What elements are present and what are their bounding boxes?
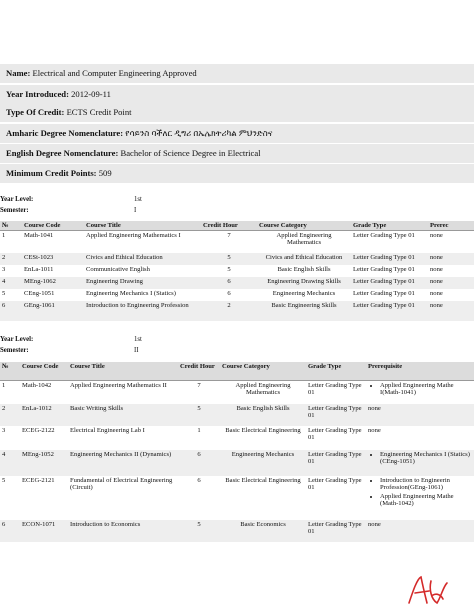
program-name-value: Electrical and Computer Engineering Approved [32,68,197,78]
year-level-label: Year Level: [0,196,34,203]
cell-credit: 7 [197,381,201,389]
cell-grade: Letter Grading Type 01 [308,451,362,465]
cell-grade: Letter Grading Type 01 [308,521,362,535]
cell-category: Applied Engineering Mathematics [235,381,291,396]
cell-credit: 5 [197,405,201,412]
cell-title: Introduction to Engineering Profession [86,301,189,309]
cell-code: EnLa-1012 [22,405,52,412]
cell-credit: 6 [227,277,231,285]
cell-category: Basic English Skills [236,405,290,412]
cell-grade: Letter Grading Type 01 [353,265,415,273]
prereq-item: • Engineering Mechanics I (Statics)(CEng-1051) [380,451,472,465]
cell-no: 6 [2,301,6,309]
cell-category: Basic Economics [240,521,286,528]
col-header-credit: Credit Hour [201,221,257,231]
cell-category: Applied Engineering Mathematics [276,232,332,246]
table-row [0,265,474,277]
cell-prereq [366,476,474,520]
cell-grade: Letter Grading Type 01 [308,405,362,419]
cell-credit: 1 [197,427,201,434]
cell-no: 3 [2,427,6,434]
cell-no: 6 [2,521,6,528]
cell-no: 3 [2,265,6,273]
cell-no: 1 [2,381,6,389]
english-degree-row [0,144,474,163]
cell-credit: 6 [197,451,201,458]
table-row [0,301,474,321]
min-credit-row [0,164,474,183]
table-row [0,520,474,542]
cell-category: Basic Electrical Engineering [225,427,301,434]
semester2-meta [0,334,474,356]
cell-code: Math-1041 [24,232,54,239]
cell-category: Basic Engineering Skills [271,301,337,309]
cell-title: Basic Writing Skills [70,405,124,412]
cell-grade: Letter Grading Type 01 [308,477,362,491]
cell-title: Engineering Mechanics I (Statics) [86,289,176,297]
cell-no: 5 [2,477,6,484]
cell-grade: Letter Grading Type 01 [353,289,415,297]
cell-code: Math-1042 [22,381,52,389]
prereq-item: • Introduction to Engineerin Profession(GEng-1061) [380,477,472,491]
cell-no: 1 [2,232,6,239]
col-header-category: Course Category [257,221,351,231]
col-header-no: № [0,221,22,231]
prereq-item: • Applied Engineering Mathe I(Math-1041) [380,382,472,396]
table-row [0,253,474,265]
cell-code: CESt-1023 [24,253,54,261]
table-row [0,450,474,476]
cell-prereq: none [430,277,443,285]
col-header-grade: Grade Type [306,362,366,380]
cell-code: GEng-1061 [24,301,55,309]
credit-type-label: Type Of Credit: [6,107,65,117]
cell-credit: 5 [197,521,201,528]
col-header-grade: Grade Type [351,221,428,231]
semester2-course-table [0,362,474,542]
program-name-row [0,64,474,83]
year-level-value: 1st [134,196,142,203]
cell-code: ECEG-2122 [22,427,55,434]
cell-title: Fundamental of Electrical Engineering (Circuit) [70,477,173,491]
cell-credit: 7 [227,232,231,239]
col-header-title: Course Title [68,362,178,380]
cell-category: Basic English Skills [277,265,331,273]
cell-credit: 6 [227,289,231,297]
cell-title: Electrical Engineering Lab I [70,427,145,434]
cell-prereq [366,380,474,404]
cell-prereq: none [368,427,381,434]
cell-prereq: none [368,521,381,528]
program-name-label: Name: [6,68,31,78]
cell-prereq: none [430,265,443,273]
table-row [0,426,474,450]
cell-category: Engineering Drawing Skills [267,277,341,285]
cell-category: Engineering Mechanics [231,451,295,458]
cell-prereq: none [430,289,443,297]
cell-code: MEng-1052 [22,451,54,458]
table-header-row [0,362,474,380]
year-introduced-value: 2012-09-11 [71,89,111,99]
cell-code: MEng-1062 [24,277,56,285]
credit-type-row [0,103,474,122]
cell-code: CEng-1051 [24,289,55,297]
semester-label: Semester: [0,207,29,214]
cell-category: Basic Electrical Engineering [225,477,301,484]
cell-code: ECEG-2121 [22,477,55,484]
year-level-value: 1st [134,336,142,343]
cell-title: Introduction to Economics [70,521,141,528]
cell-code: ECON-1071 [22,521,56,528]
table-header-row [0,221,474,231]
cell-prereq [366,450,474,476]
cell-prereq: none [430,301,443,309]
cell-credit: 6 [197,477,201,484]
year-level-label: Year Level: [0,336,34,343]
col-header-prereq: Prerequisite [366,362,474,380]
cell-category: Engineering Mechanics [272,289,336,297]
cell-category: Civics and Ethical Education [265,253,343,261]
semester1-meta [0,194,474,216]
col-header-credit: Credit Hour [178,362,220,380]
cell-grade: Letter Grading Type 01 [308,427,362,441]
year-introduced-row [0,85,474,104]
cell-grade: Letter Grading Type 01 [308,381,362,396]
col-header-prereq: Prerec [428,221,474,231]
table-row [0,380,474,404]
cell-no: 2 [2,405,6,412]
english-degree-label: English Degree Nomenclature: [6,148,119,158]
min-credit-label: Minimum Credit Points: [6,168,97,178]
year-introduced-label: Year Introduced: [6,89,69,99]
table-row [0,404,474,426]
cell-no: 4 [2,451,6,458]
cell-title: Applied Engineering Mathematics I [86,232,181,239]
col-header-category: Course Category [220,362,306,380]
table-row [0,231,474,253]
semester-value: II [134,347,139,354]
cell-credit: 2 [227,301,231,309]
cell-grade: Letter Grading Type 01 [353,301,415,309]
cell-prereq: none [368,405,381,412]
cell-title: Applied Engineering Mathematics II [70,381,167,389]
amharic-degree-value: የሳይንስ ባችለር ዲግሪ በኤሌክትሪካል ምህንድስና [125,128,273,138]
semester-label: Semester: [0,347,29,354]
cell-grade: Letter Grading Type 01 [353,232,415,239]
table-row [0,289,474,301]
amharic-degree-row [0,124,474,143]
cell-credit: 5 [227,253,231,261]
min-credit-value: 509 [98,168,112,178]
cell-no: 5 [2,289,6,297]
col-header-no: № [0,362,20,380]
cell-prereq: none [430,253,443,261]
col-header-code: Course Code [20,362,68,380]
english-degree-value: Bachelor of Science Degree in Electrical [120,148,261,158]
cell-no: 2 [2,253,6,261]
table-row [0,277,474,289]
table-row [0,476,474,520]
amharic-degree-label: Amharic Degree Nomenclature: [6,128,124,138]
signature-mark [403,573,451,609]
cell-title: Engineering Drawing [86,277,143,285]
cell-grade: Letter Grading Type 01 [353,277,415,285]
cell-prereq: none [430,232,443,239]
cell-title: Civics and Ethical Education [86,253,163,261]
cell-grade: Letter Grading Type 01 [353,253,415,261]
prereq-item: • Applied Engineering Mathe (Math-1042) [380,493,472,507]
semester-value: I [134,207,137,214]
col-header-code: Course Code [22,221,84,231]
cell-no: 4 [2,277,6,285]
semester1-course-table [0,221,474,321]
col-header-title: Course Title [84,221,201,231]
cell-title: Engineering Mechanics II (Dynamics) [70,451,172,458]
cell-credit: 5 [227,265,231,273]
cell-title: Communicative English [86,265,150,273]
cell-code: EnLa-1011 [24,265,54,273]
credit-type-value: ECTS Credit Point [66,107,132,117]
